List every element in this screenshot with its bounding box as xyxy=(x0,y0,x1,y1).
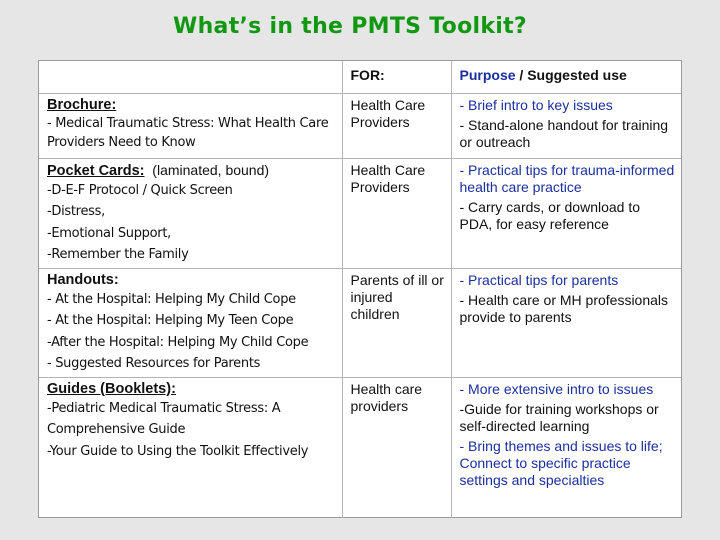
header-purpose-cell xyxy=(451,61,681,93)
item-text: -Distress, xyxy=(47,204,105,219)
table-row xyxy=(39,158,681,268)
for-cell xyxy=(342,377,451,518)
for-cell xyxy=(342,158,451,268)
item-text: - Suggested Resources for Parents xyxy=(47,356,261,371)
category-cell xyxy=(39,377,342,518)
header-purpose-label xyxy=(460,67,627,83)
table-row xyxy=(39,377,681,518)
for-text: Parents of ill or injured children xyxy=(350,271,444,322)
header-suggested-use-text: Suggested use xyxy=(527,67,627,83)
header-purpose-text: Purpose xyxy=(459,67,516,83)
item-text: -D-E-F Protocol / Quick Screen xyxy=(47,182,233,198)
purpose-line: -Guide for training workshops or self-directed learning xyxy=(459,400,659,434)
item-text: - At the Hospital: Helping My Child Cope xyxy=(47,291,296,307)
for-text: Health Care Providers xyxy=(350,96,426,130)
purpose-cell xyxy=(451,268,681,377)
purpose-line: - More extensive intro to issues xyxy=(459,380,654,397)
purpose-line: - Practical tips for trauma-informed health care practice xyxy=(459,161,675,195)
toolkit-table xyxy=(39,61,681,518)
purpose-line: - Stand-alone handout for training or outreach xyxy=(459,116,669,150)
slide-title: What’s in the PMTS Toolkit? xyxy=(173,14,527,39)
header-for-label: FOR: xyxy=(350,67,385,83)
purpose-cell xyxy=(451,377,681,518)
item-text: - At the Hospital: Helping My Teen Cope xyxy=(47,313,294,328)
purpose-line: - Bring themes and issues to life; Connect to specific practice settings and specialties xyxy=(459,437,663,488)
item-text: -Your Guide to Using the Toolkit Effectively xyxy=(47,443,309,459)
for-text: Health care providers xyxy=(350,380,423,414)
header-slash: / xyxy=(515,67,528,83)
purpose-line: - Brief intro to key issues xyxy=(459,96,613,113)
table-row xyxy=(39,268,681,377)
item-text: -Remember the Family xyxy=(47,247,189,262)
item-text: -Pediatric Medical Traumatic Stress: A Comprehensive Guide xyxy=(47,400,281,437)
for-cell xyxy=(342,268,451,377)
item-text: - Medical Traumatic Stress: What Health Care Providers Need to Know xyxy=(47,115,329,150)
category-heading xyxy=(47,162,336,180)
for-text: Health Care Providers xyxy=(350,161,426,195)
table-header-row xyxy=(39,61,681,93)
category-cell xyxy=(39,158,342,268)
purpose-line: - Health care or MH professionals provide to parents xyxy=(459,291,669,325)
toolkit-panel xyxy=(38,60,682,518)
category-title: Handouts: xyxy=(47,271,119,288)
purpose-line: - Practical tips for parents xyxy=(459,271,619,288)
for-cell xyxy=(342,93,451,158)
category-title: Guides (Booklets): xyxy=(47,380,176,397)
header-for-cell xyxy=(342,61,451,93)
purpose-cell xyxy=(451,93,681,158)
category-cell xyxy=(39,93,342,158)
purpose-line: - Carry cards, or download to PDA, for easy reference xyxy=(459,198,641,232)
table-row xyxy=(39,93,681,158)
item-text: -After the Hospital: Helping My Child Cope xyxy=(47,334,309,350)
item-text: -Emotional Support, xyxy=(47,225,171,241)
category-suffix: (laminated, bound) xyxy=(144,161,270,178)
category-cell xyxy=(39,268,342,377)
header-empty-cell xyxy=(39,61,342,93)
category-title: Pocket Cards: xyxy=(47,162,145,179)
category-title: Brochure: xyxy=(47,96,117,113)
purpose-cell xyxy=(451,158,681,268)
